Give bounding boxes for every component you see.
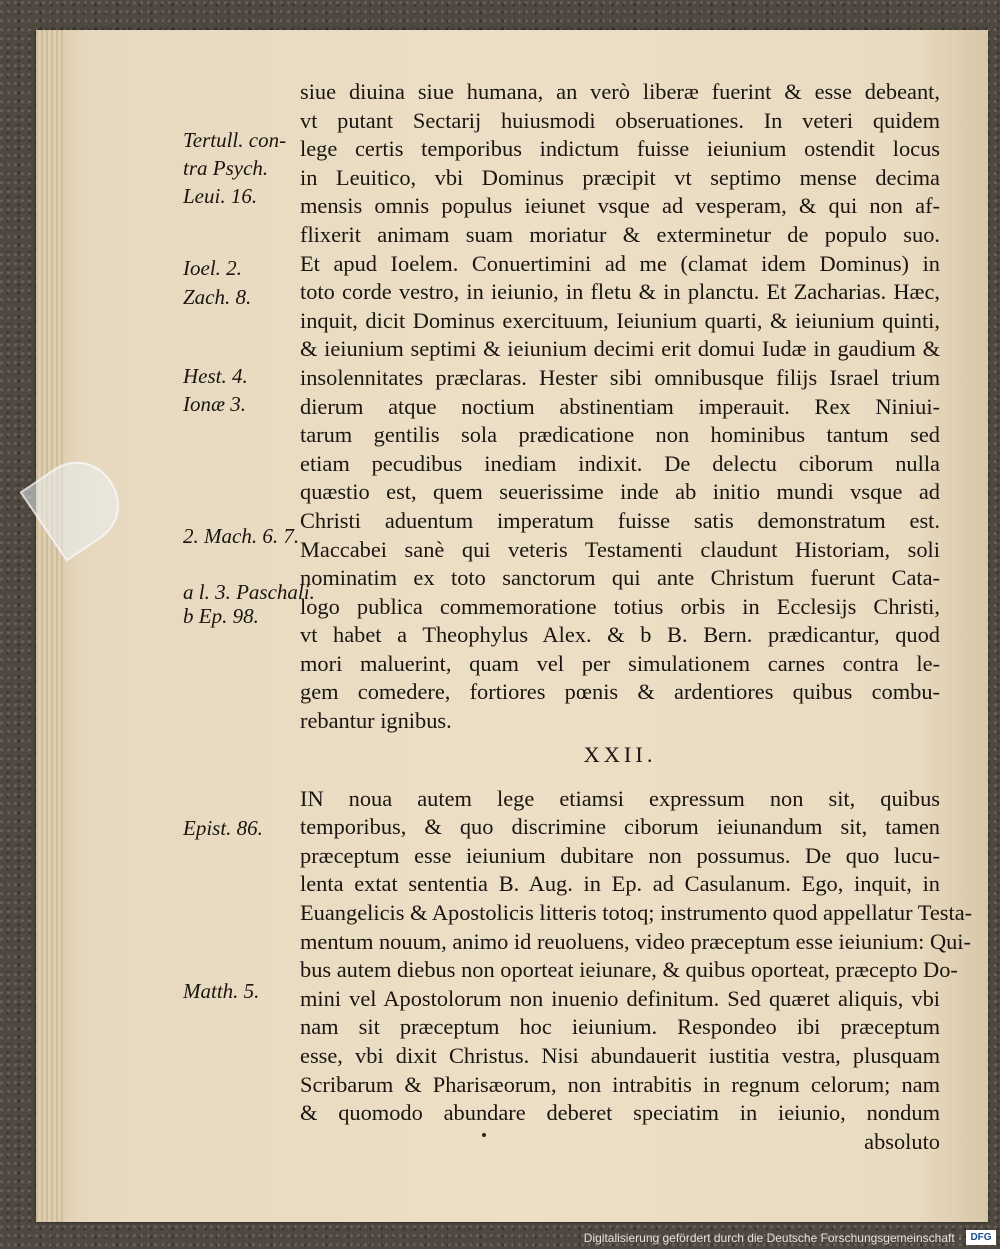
footer-bar	[0, 1225, 1000, 1249]
dfg-logo: DFG	[966, 1230, 996, 1245]
page-edge	[36, 30, 66, 1222]
text-line: dierum atque noctium abstinentiam imperauit. Rex Niniui-	[300, 393, 940, 419]
text-line: insolennitates præclaras. Hester sibi omnibusque filijs Israel trium	[300, 364, 940, 390]
text-line: Christi aduentum imperatum fuisse satis demonstratum est.	[300, 507, 940, 533]
text-line: lenta extat sententia B. Aug. in Ep. ad Casulanum. Ego, inquit, in	[300, 871, 940, 897]
text-line: in Leuitico, vbi Dominus præcipit vt septimo mense decima	[300, 164, 940, 190]
text-line: inquit, dicit Dominus exercituum, Ieiunium quarti, & ieiunium quinti,	[300, 307, 940, 333]
marginal-note: Epist. 86.	[183, 816, 263, 840]
text-line: Scribarum & Pharisæorum, non intrabitis in regnum celorum; nam	[300, 1071, 940, 1097]
text-line: IN noua autem lege etiamsi expressum non sit, quibus	[300, 785, 940, 811]
text-line: mensis omnis populus ieiunet vsque ad vesperam, & qui non af-	[300, 193, 940, 219]
marginal-note: Zach. 8.	[183, 285, 252, 309]
text-line: mentum nouum, animo id reuoluens, video præceptum esse ieiunium: Qui-	[300, 928, 971, 954]
text-line: vt habet a Theophylus Alex. & b B. Bern. prædicantur, quod	[300, 622, 940, 648]
text-line: Et apud Ioelem. Conuertimini ad me (clamat idem Dominus) in	[300, 250, 940, 276]
marginal-note: 2. Mach. 6. 7.	[183, 524, 300, 548]
text-line: & quomodo abundare deberet speciatim in ieiunio, nondum	[300, 1100, 940, 1126]
text-line: rebantur ignibus.	[300, 708, 452, 734]
text-line: lege certis temporibus indictum fuisse ieiunium ostendit locus	[300, 136, 940, 162]
text-line: gem comedere, fortiores pœnis & ardentiores quibus combu-	[300, 679, 940, 705]
main-text-block	[300, 78, 973, 1156]
section-heading: XXII.	[583, 741, 657, 767]
marginal-note: Tertull. con-	[183, 128, 287, 152]
marginal-note: b Ep. 98.	[183, 604, 259, 628]
text-line: temporibus, & quo discrimine ciborum ieiunandum sit, tamen	[300, 814, 940, 840]
text-line: mini vel Apostolorum non inuenio definitum. Sed quæret aliquis, vbi	[300, 985, 940, 1011]
text-line: Maccabei sanè qui veteris Testamenti claudunt Historiam, soli	[300, 536, 940, 562]
marginal-note: Matth. 5.	[183, 979, 260, 1003]
text-line: logo publica commemoratione totius orbis in Ecclesijs Christi,	[300, 593, 940, 619]
marginal-note: Ioel. 2.	[183, 256, 242, 280]
text-line: mori maluerint, quam vel per simulationem carnes contra le-	[300, 650, 940, 676]
catchword: absoluto	[864, 1128, 940, 1154]
funding-credit: Digitalisierung gefördert durch die Deutsche Forschungsgemeinschaft ·	[583, 1231, 962, 1245]
text-line: vt putant Sectarij huiusmodi obseruationes. In veteri quidem	[300, 107, 940, 133]
text-line: & ieiunium septimi & ieiunium decimi erit domui Iudæ in gaudium &	[300, 336, 940, 362]
marginal-note: Ionæ 3.	[183, 392, 246, 416]
text-line: nam sit præceptum hoc ieiunium. Respondeo ibi præceptum	[300, 1014, 940, 1040]
text-line: tarum gentilis sola prædicatione non hominibus tantum sed	[300, 422, 940, 448]
text-line: quæstio est, quem seuerissime inde ab initio mundi vsque ad	[300, 479, 940, 505]
text-line: etiam pecudibus inediam indixit. De delectu ciborum nulla	[300, 450, 940, 476]
text-line: siue diuina siue humana, an verò liberæ fuerint & esse debeant,	[300, 79, 940, 104]
ink-dot	[482, 1133, 486, 1137]
text-line: nominatim ex toto sanctorum qui ante Christum fuerunt Cata-	[300, 565, 940, 591]
marginal-note: Leui. 16.	[183, 184, 258, 208]
marginal-note: a l. 3. Paschali.	[183, 580, 315, 604]
text-line: præceptum esse ieiunium dubitare non possumus. De quo lucu-	[300, 842, 940, 868]
text-line: toto corde vestro, in ieiunio, in fletu & in planctu. Et Zacharias. Hæc,	[300, 279, 940, 305]
text-line: esse, vbi dixit Christus. Nisi abundauerit iustitia vestra, plusquam	[300, 1043, 940, 1068]
text-line: bus autem diebus non oporteat ieiunare, & quibus oporteat, præcepto Do-	[300, 957, 958, 983]
marginal-note: tra Psych.	[183, 156, 269, 180]
text-line: flixerit animam suam moriatur & exterminetur de populo suo.	[300, 221, 940, 247]
text-line: Euangelicis & Apostolicis litteris totoq; instrumento quod appellatur Testa-	[300, 900, 973, 926]
marginal-note: Hest. 4.	[183, 364, 248, 388]
